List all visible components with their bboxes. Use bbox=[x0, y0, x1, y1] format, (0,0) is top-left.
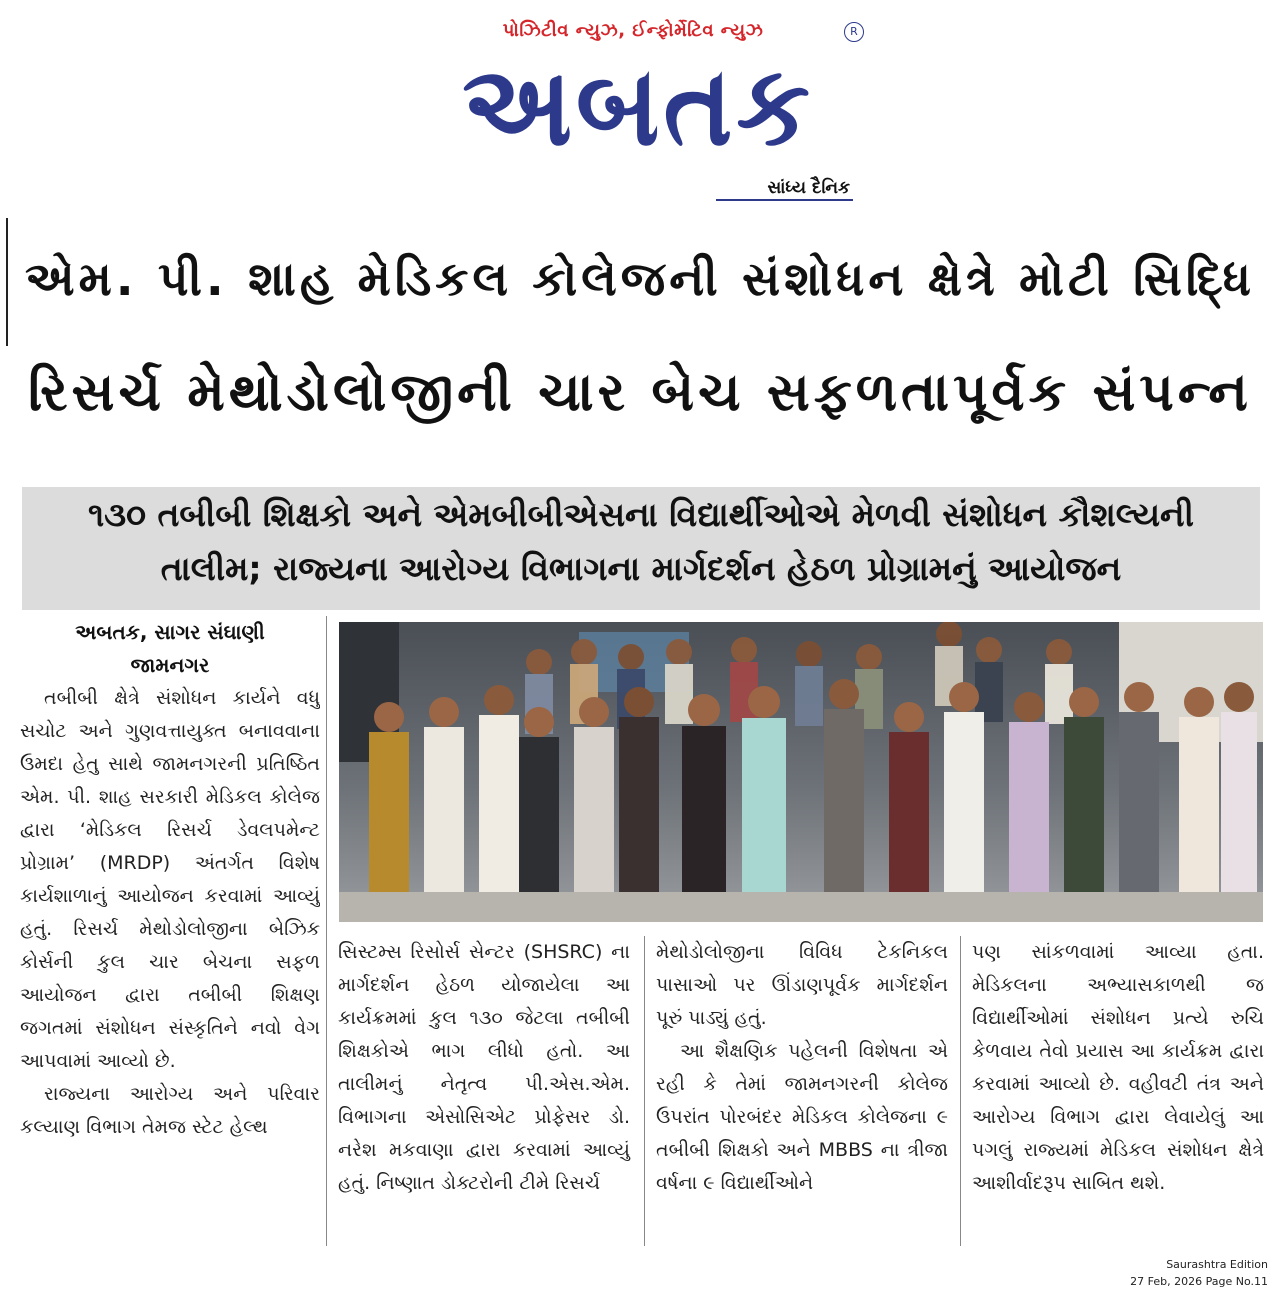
article-paragraph: રાજ્યના આરોગ્ય અને પરિવાર કલ્યાણ વિભાગ તેમજ સ્ટેટ હેલ્થ bbox=[20, 1083, 320, 1138]
footer-date-page: 27 Feb, 2026 Page No.11 bbox=[1130, 1275, 1268, 1288]
byline-author: અબતક, સાગર સંઘાણી bbox=[75, 620, 265, 644]
headline-line-2: રિસર્ચ મેથોડોલોજીની ચાર બેચ સફળતાપૂર્વક સંપન્ન bbox=[28, 362, 1252, 423]
column-divider bbox=[644, 936, 645, 1246]
article-column-3 bbox=[656, 936, 948, 1200]
edition-underline bbox=[716, 199, 853, 201]
byline-place: જામનગર bbox=[130, 653, 210, 677]
article-column-1 bbox=[20, 682, 320, 1242]
column-divider bbox=[326, 616, 327, 1246]
byline bbox=[20, 616, 320, 682]
group-photo bbox=[339, 622, 1263, 922]
newspaper-logo-text: અબતક bbox=[462, 41, 814, 171]
left-margin-rule bbox=[6, 218, 8, 346]
article-paragraph: પણ સાંકળવામાં આવ્યા હતા. મેડિકલના અભ્યાસકાળથી જ વિદ્યાર્થીઓમાં સંશોધન પ્રત્યે રુચિ કેળવાય તેવો પ્રયાસ આ કાર્યક્રમ દ્વારા કરવામાં આવ્યો છે. વહીવટી તંત્ર અને આરોગ્ય વિભાગ દ્વારા લેવાયેલું આ પગલું રાજ્યમાં મેડિકલ સંશોધન ક્ષેત્રે આશીર્વાદરૂપ સાબિત થશે. bbox=[972, 941, 1264, 1194]
registered-mark-icon: R bbox=[844, 22, 864, 42]
article-paragraph: મેથોડોલોજીના વિવિધ ટેકનિકલ પાસાઓ પર ઊંડાણપૂર્વક માર્ગદર્શન પૂરું પાડ્યું હતું. bbox=[656, 941, 948, 1029]
footer-edition: Saurashtra Edition bbox=[1166, 1258, 1268, 1271]
subheadline-band bbox=[22, 487, 1260, 610]
article-paragraph: તબીબી ક્ષેત્રે સંશોધન કાર્યને વધુ સચોટ અને ગુણવત્તાયુક્ત બનાવવાના ઉમદા હેતુ સાથે જામનગરની પ્રતિષ્ઠિત એમ. પી. શાહ સરકારી મેડિકલ કોલેજ દ્વારા ‘મેડિકલ રિસર્ચ ડેવલપમેન્ટ પ્રોગ્રામ’ (MRDP) અંતર્ગત વિશેષ કાર્યશાળાનું આયોજન કરવામાં આવ્યું હતું. રિસર્ચ મેથોડોલોજીના બેઝિક કોર્સની કુલ ચાર બેચના સફળ આયોજન દ્વારા તબીબી શિક્ષણ જગતમાં સંશોધન સંસ્કૃતિને નવો વેગ આપવામાં આવ્યો છે. bbox=[20, 687, 320, 1072]
headline-line-1: એમ. પી. શાહ મેડિકલ કોલેજની સંશોધન ક્ષેત્રે મોટી સિદ્ધિ bbox=[24, 252, 1255, 307]
edition-type: સાંધ્ય દૈનિક bbox=[767, 178, 850, 198]
article-paragraph: સિસ્ટમ્સ રિસોર્સ સેન્ટર (SHSRC) ના માર્ગદર્શન હેઠળ યોજાયેલા આ કાર્યક્રમમાં કુલ ૧૩૦ જેટલા તબીબી શિક્ષકોએ ભાગ લીધો હતો. આ તાલીમનું નેતૃત્વ પી.એસ.એમ. વિભાગના એસોસિએટ પ્રોફેસર ડો. નરેશ મકવાણા દ્વારા કરવામાં આવ્યું હતું. નિષ્ણાત ડોક્ટરોની ટીમે રિસર્ચ bbox=[338, 941, 630, 1194]
masthead-tagline: પોઝિટીવ ન્યુઝ, ઈન્ફોર્મેટિવ ન્યુઝ bbox=[502, 20, 764, 41]
article-paragraph: આ શૈક્ષણિક પહેલની વિશેષતા એ રહી કે તેમાં જામનગરની કોલેજ ઉપરાંત પોરબંદર મેડિકલ કોલેજના ૯ તબીબી શિક્ષકો અને MBBS ના ત્રીજા વર્ષના ૯ વિદ્યાર્થીઓને bbox=[656, 1040, 948, 1194]
subheadline-line-1: ૧૩૦ તબીબી શિક્ષકો અને એમબીબીએસના વિદ્યાર્થીઓએ મેળવી સંશોધન કૌશલ્યની bbox=[88, 495, 1194, 534]
subheadline-line-2: તાલીમ; રાજ્યના આરોગ્ય વિભાગના માર્ગદર્શન હેઠળ પ્રોગ્રામનું આયોજન bbox=[160, 549, 1122, 588]
article-column-2 bbox=[338, 936, 630, 1200]
column-divider bbox=[960, 936, 961, 1246]
newspaper-logo bbox=[418, 41, 858, 172]
article-column-4 bbox=[972, 936, 1264, 1200]
